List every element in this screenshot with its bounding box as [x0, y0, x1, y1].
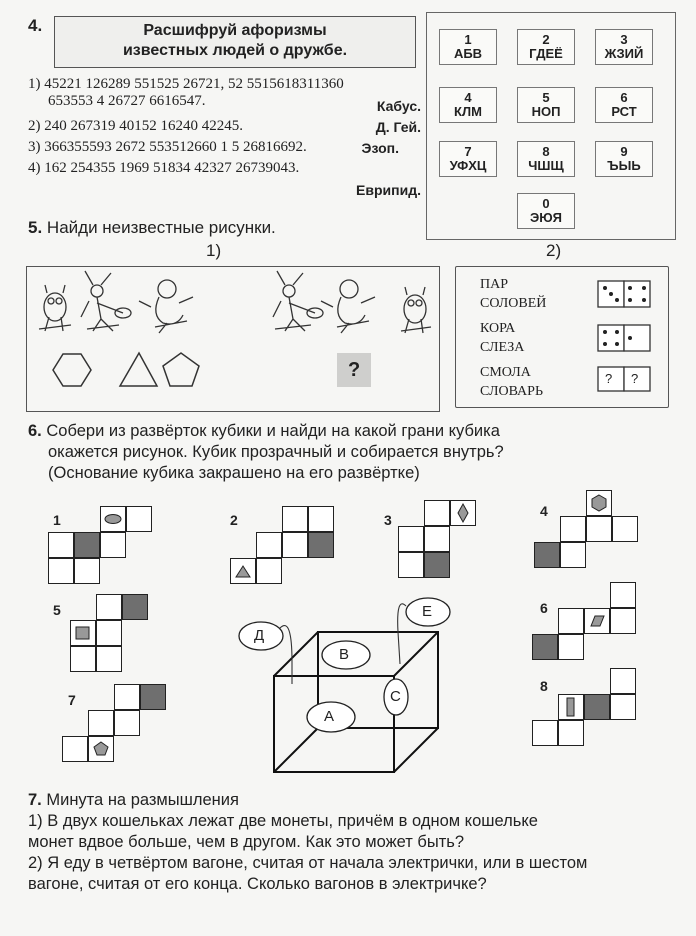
- face-label-a: А: [324, 708, 335, 725]
- dice-unknown-2: ?: [631, 371, 639, 386]
- task5-title: Найди неизвестные рисунки.: [46, 218, 276, 237]
- sequence-frame: [26, 266, 440, 412]
- code-3: 3) 366355593 2672 553512660 1 5 26816692. Эзоп.: [28, 139, 399, 156]
- task7-q1-line1: 1) В двух кошельках лежат две монеты, причём в одном кошельке: [28, 812, 538, 830]
- code-3-author: Эзоп.: [361, 140, 399, 156]
- task4-title-box: [54, 16, 416, 68]
- phone-keypad: [426, 12, 676, 240]
- code-1: 1) 45221 126289 551525 26721, 52 5515618311360 653553 4 26727 6616547. Кабус.: [28, 76, 421, 114]
- dice-row-2-words: КОРА СЛЕЗА: [480, 321, 525, 355]
- face-label-d: Д: [254, 627, 265, 644]
- net-3: [396, 500, 496, 580]
- code-1-author: Кабус.: [376, 98, 421, 114]
- key-7: 7 УФХЦ: [439, 141, 497, 177]
- face-label-c: С: [390, 688, 401, 705]
- key-9: 9 ЪЫЬ: [595, 141, 653, 177]
- task7-q1-line2: монет вдвое больше, чем в другом. Как это может быть?: [28, 833, 465, 851]
- net-3-label: 3: [384, 512, 392, 528]
- code-2-author: Д. Гей.: [375, 119, 421, 135]
- net-7-label: 7: [68, 692, 76, 708]
- hexagon-icon: [53, 354, 91, 386]
- net-6: [530, 582, 640, 662]
- monkey-icon-2: [321, 280, 375, 333]
- task6-text: [28, 421, 678, 484]
- pentagon-icon: [163, 353, 199, 386]
- task7-number: 7.: [28, 791, 42, 809]
- task5-heading: 5. Найди неизвестные рисунки.: [28, 218, 276, 237]
- task6-line2: окажется рисунок. Кубик прозрачный и собирается внутрь?: [48, 443, 504, 461]
- monkey-icon: [139, 280, 193, 333]
- triangle-icon: [120, 353, 157, 386]
- net-7: [56, 684, 176, 764]
- task6-line1: Собери из развёрток кубики и найди на какой грани кубика: [46, 422, 500, 440]
- task5-label-1: 1): [206, 241, 222, 260]
- dice-drawing: [456, 267, 670, 409]
- code-4-author: Еврипид.: [356, 182, 421, 198]
- task4-number: 4.: [28, 16, 43, 35]
- dice-row-1-words: ПАР СОЛОВЕЙ: [480, 277, 547, 311]
- code-2: 2) 240 267319 40152 16240 42245. Д. Гей.: [28, 118, 421, 135]
- key-5: 5 НОП: [517, 87, 575, 123]
- task5-label-2: 2): [546, 241, 562, 260]
- net-8: [530, 668, 650, 748]
- grasshopper-icon: [81, 271, 131, 331]
- task6-line3: (Основание кубика закрашено на его развёртке): [48, 464, 420, 482]
- face-label-e: Е: [422, 603, 433, 620]
- sequence-drawing: [27, 267, 441, 413]
- face-label-b: В: [339, 646, 350, 663]
- task7-title: Минута на размышления: [46, 791, 239, 809]
- task7-q2-line2: вагоне, считая от его конца. Сколько вагонов в электричке?: [28, 875, 487, 893]
- key-3: 3 ЖЗИЙ: [595, 29, 653, 65]
- task7-q2-line1: 2) Я еду в четвёртом вагоне, считая от начала электрички, или в шестом: [28, 854, 588, 872]
- net-1-label: 1: [53, 512, 61, 528]
- task4-codes: [28, 76, 423, 200]
- question-mark: ?: [348, 359, 361, 381]
- net-2-label: 2: [230, 512, 238, 528]
- net-2: [226, 506, 366, 586]
- net-8-label: 8: [540, 678, 548, 694]
- code-4: 4) 162 254355 1969 51834 42327 26739043. Еврипид.: [28, 160, 421, 198]
- dice-row-3-words: СМОЛА СЛОВАРЬ: [480, 365, 543, 399]
- transparent-cube: [230, 592, 460, 782]
- key-8: 8 ЧШЩ: [517, 141, 575, 177]
- net-1: [46, 506, 166, 586]
- owl-icon-2: [401, 287, 431, 333]
- net-4: [532, 490, 642, 570]
- task6-number: 6.: [28, 422, 42, 440]
- key-4: 4 КЛМ: [439, 87, 497, 123]
- dice-unknown-1: ?: [605, 371, 613, 386]
- code-1-line2: 653553 4 26727 6616547.: [48, 93, 206, 109]
- net-4-label: 4: [540, 503, 548, 519]
- key-6: 6 РСТ: [595, 87, 653, 123]
- task4-title-line1: Расшифруй афоризмы: [143, 22, 327, 39]
- key-1: 1 АБВ: [439, 29, 497, 65]
- task4-title-line2: известных людей о дружбе.: [122, 42, 348, 59]
- key-2: 2 ГДЕЁ: [517, 29, 575, 65]
- code-1-line1: 45221 126289 551525 26721, 52 5515618311360: [44, 76, 344, 92]
- net-6-label: 6: [540, 600, 548, 616]
- key-0: 0 ЭЮЯ: [517, 193, 575, 229]
- grasshopper-icon-2: [273, 271, 323, 331]
- task7-text: [28, 790, 688, 895]
- net-5: [68, 594, 178, 674]
- owl-icon: [39, 285, 71, 331]
- net-5-label: 5: [53, 602, 61, 618]
- dice-frame: [455, 266, 669, 408]
